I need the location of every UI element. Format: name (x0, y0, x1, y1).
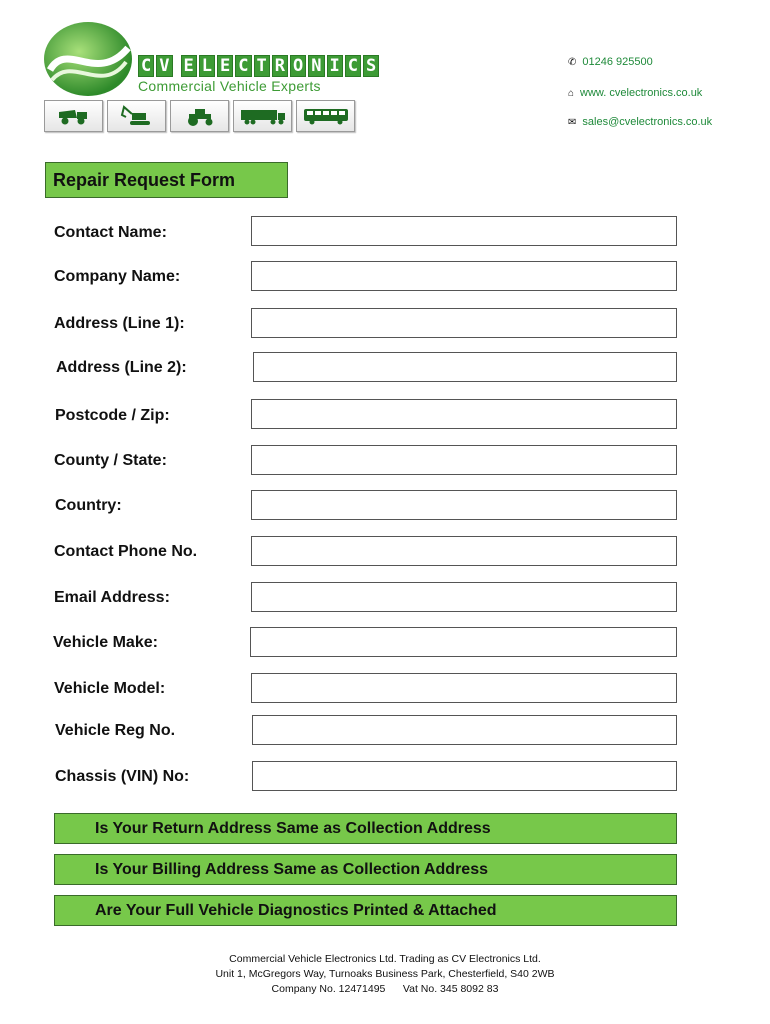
label-contact-name: Contact Name: (54, 224, 167, 241)
brand-letter: N (308, 55, 324, 77)
bus-icon (296, 100, 355, 132)
label-chassis-vin: Chassis (VIN) No: (55, 768, 190, 785)
postcode-field[interactable] (251, 399, 677, 429)
footer-company-line: Commercial Vehicle Electronics Ltd. Trading as CV Electronics Ltd. (229, 953, 541, 965)
label-postcode: Postcode / Zip: (55, 407, 170, 424)
vehicle-reg-field[interactable] (252, 715, 677, 745)
brand-letter: C (345, 55, 361, 77)
brand-subtitle: Commercial Vehicle Experts (138, 78, 321, 94)
brand-title (138, 55, 379, 77)
contact-website[interactable]: ⌂ www. cvelectronics.co.uk (568, 87, 703, 99)
label-vehicle-reg: Vehicle Reg No. (55, 722, 176, 739)
brand-letter: T (254, 55, 270, 77)
label-vehicle-model: Vehicle Model: (54, 680, 166, 697)
footer-registration-line: Company No. 12471495 Vat No. 345 8092 83 (271, 983, 499, 995)
envelope-icon: ✉ (568, 117, 577, 128)
brand-letter: L (199, 55, 215, 77)
country-field[interactable] (251, 490, 677, 520)
label-contact-phone: Contact Phone No. (54, 543, 198, 560)
label-address-line-2: Address (Line 2): (56, 359, 187, 376)
brand-letter: E (217, 55, 233, 77)
dump-truck-icon (44, 100, 103, 132)
phone-icon: ✆ (568, 57, 577, 68)
return-address-question[interactable]: Is Your Return Address Same as Collection Address (54, 813, 677, 844)
home-icon: ⌂ (568, 88, 575, 99)
brand-letter: R (272, 55, 288, 77)
label-email-address: Email Address: (54, 589, 170, 606)
billing-address-question[interactable]: Is Your Billing Address Same as Collection Address (54, 854, 677, 885)
label-vehicle-make: Vehicle Make: (53, 634, 158, 651)
brand-letter: E (181, 55, 197, 77)
brand-letter: C (138, 55, 154, 77)
label-company-name: Company Name: (54, 268, 181, 285)
brand-letter: I (327, 55, 343, 77)
contact-name-field[interactable] (251, 216, 677, 246)
county-field[interactable] (251, 445, 677, 475)
chassis-vin-field[interactable] (252, 761, 677, 791)
label-county: County / State: (54, 452, 167, 469)
brand-letter: V (156, 55, 172, 77)
diagnostics-question[interactable]: Are Your Full Vehicle Diagnostics Printed & Attached (54, 895, 677, 926)
address-line-1-field[interactable] (251, 308, 677, 338)
vehicle-model-field[interactable] (251, 673, 677, 703)
email-address-field[interactable] (251, 582, 677, 612)
vehicle-make-field[interactable] (250, 627, 677, 657)
excavator-icon (107, 100, 166, 132)
vehicle-icons-row (44, 100, 355, 132)
brand-letter: C (235, 55, 251, 77)
form-title: Repair Request Form (45, 162, 288, 198)
brand-letter: O (290, 55, 306, 77)
logo-swirl-icon (42, 20, 134, 98)
lorry-icon (233, 100, 292, 132)
brand-letter: S (363, 55, 379, 77)
label-country: Country: (55, 497, 122, 514)
footer-address-line: Unit 1, McGregors Way, Turnoaks Business Park, Chesterfield, S40 2WB (215, 968, 555, 980)
tractor-icon (170, 100, 229, 132)
address-line-2-field[interactable] (253, 352, 677, 382)
footer (0, 952, 770, 997)
contact-email[interactable]: ✉ sales@cvelectronics.co.uk (568, 116, 713, 128)
label-address-line-1: Address (Line 1): (54, 315, 185, 332)
contact-phone-field[interactable] (251, 536, 677, 566)
contact-phone: ✆ 01246 925500 (568, 56, 653, 68)
company-name-field[interactable] (251, 261, 677, 291)
